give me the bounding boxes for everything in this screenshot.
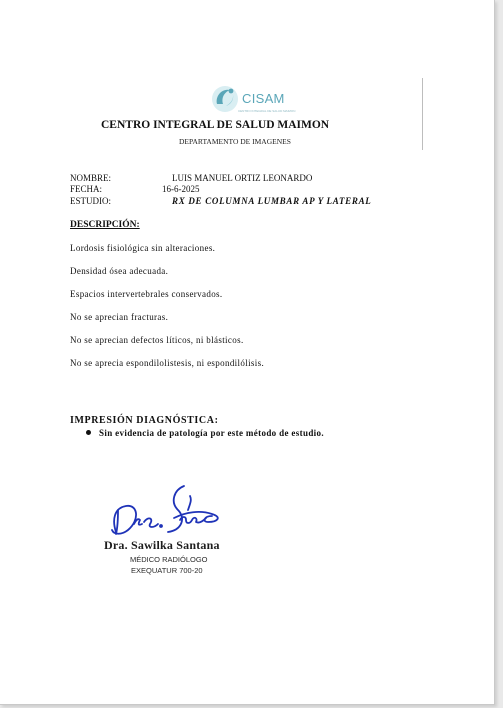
date-value: 16-6-2025 bbox=[162, 184, 200, 194]
cisam-logo bbox=[208, 82, 296, 118]
impression-bullet bbox=[86, 428, 324, 438]
signature-handwriting: Dra. Santana bbox=[104, 480, 110, 481]
description-heading: DESCRIPCIÓN: bbox=[70, 220, 140, 230]
study-label: ESTUDIO: bbox=[70, 196, 111, 206]
department-name: DEPARTAMENTO DE IMAGENES bbox=[179, 137, 291, 146]
finding-line: Densidad ósea adecuada. bbox=[70, 266, 169, 276]
doctor-exequatur: EXEQUATUR 700-20 bbox=[131, 566, 203, 575]
doctor-title: MÉDICO RADIÓLOGO bbox=[130, 555, 208, 564]
doctor-name: Dra. Sawilka Santana bbox=[104, 538, 220, 552]
bullet-icon bbox=[86, 430, 91, 435]
finding-line: Lordosis fisiológica sin alteraciones. bbox=[70, 243, 216, 253]
name-value: LUIS MANUEL ORTIZ LEONARDO bbox=[172, 173, 313, 183]
name-label: NOMBRE: bbox=[70, 173, 112, 183]
impression-text: Sin evidencia de patología por este método de estudio. bbox=[99, 428, 324, 438]
study-value: RX DE COLUMNA LUMBAR AP Y LATERAL bbox=[172, 196, 372, 206]
header-divider bbox=[422, 78, 423, 150]
finding-line: No se aprecia espondilolistesis, ni espondilólisis. bbox=[70, 358, 265, 368]
impression-heading: IMPRESIÓN DIAGNÓSTICA: bbox=[70, 415, 219, 426]
handwritten-signature bbox=[104, 480, 234, 540]
logo-emblem-icon bbox=[208, 82, 242, 116]
finding-line: No se aprecian fracturas. bbox=[70, 312, 169, 322]
finding-line: Espacios intervertebrales conservados. bbox=[70, 289, 223, 299]
logo-subtext: CENTRO INTEGRAL DE SALUD MAIMON bbox=[238, 109, 296, 113]
logo-text: CISAM bbox=[242, 91, 285, 106]
organization-name: CENTRO INTEGRAL DE SALUD MAIMON bbox=[101, 119, 330, 131]
date-label: FECHA: bbox=[70, 184, 103, 194]
finding-line: No se aprecian defectos líticos, ni blásticos. bbox=[70, 335, 244, 345]
